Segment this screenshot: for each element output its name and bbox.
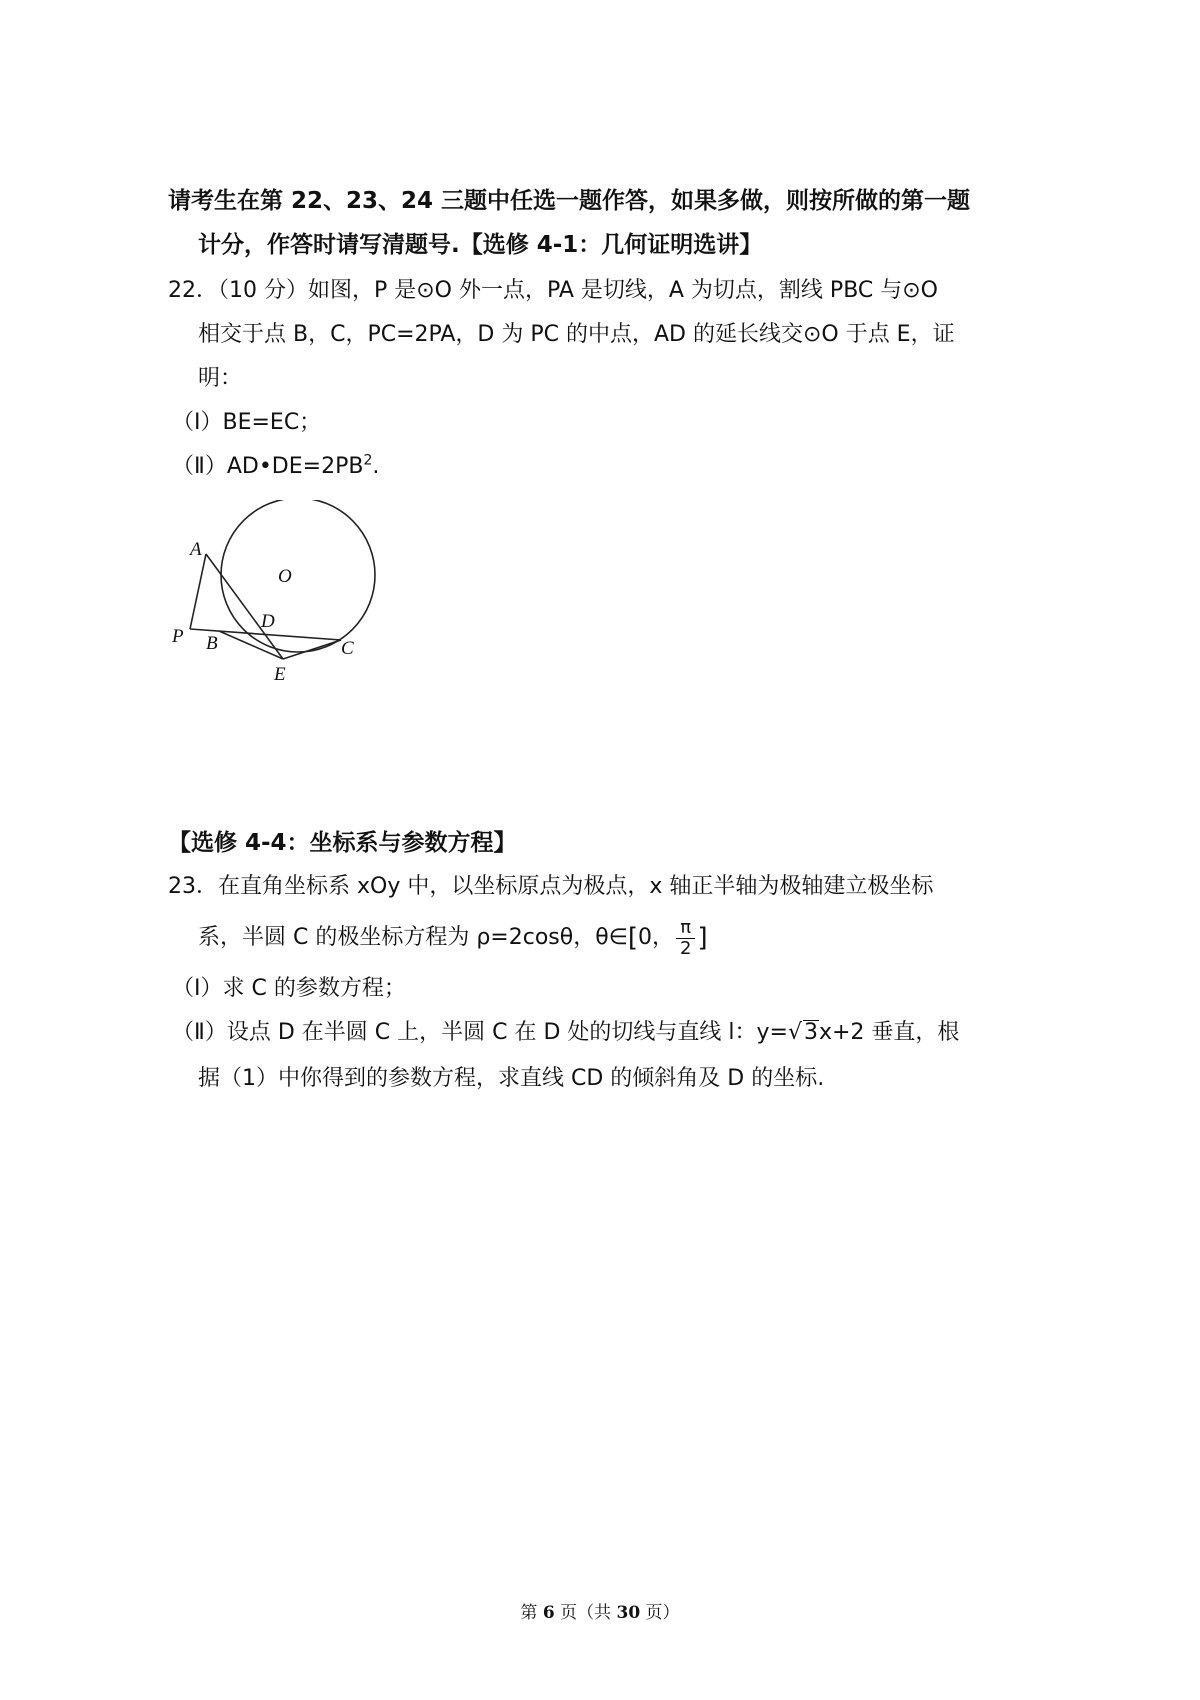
label-p: P: [172, 626, 184, 647]
label-c: C: [341, 638, 354, 659]
q23-line-1: 23．在直角坐标系 xOy 中，以坐标原点为极点，x 轴正半轴为极轴建立极坐标: [168, 874, 934, 899]
label-e: E: [274, 664, 286, 685]
interval-start: 0，: [638, 925, 674, 950]
q22-part-2-period: .: [372, 454, 380, 479]
interval-close-bracket: ]: [697, 923, 708, 953]
q23-part-2: [172, 1018, 959, 1048]
footer-page-number: 6: [542, 1603, 555, 1623]
label-a: A: [190, 539, 202, 560]
q22-part-2-text: （Ⅱ）AD•DE=2PB: [172, 454, 364, 479]
footer-prefix: 第: [520, 1603, 543, 1623]
instruction-line-2: 计分，作答时请写清题号.【选修 4-1：几何证明选讲】: [198, 232, 763, 258]
fraction-numerator: π: [676, 918, 695, 939]
label-b: B: [206, 633, 218, 654]
q23-part-2-text: （Ⅱ）设点 D 在半圆 C 上，半圆 C 在 D 处的切线与直线 l：y=: [172, 1020, 788, 1045]
q23-line-2-text: 系，半圆 C 的极坐标方程为 ρ=2cosθ，θ∈: [198, 925, 628, 950]
instruction-line-1: 请考生在第 22、23、24 三题中任选一题作答，如果多做，则按所做的第一题: [168, 188, 971, 214]
footer-total-pages: 30: [616, 1603, 641, 1623]
q22-part-1: （Ⅰ）BE=EC；: [172, 410, 322, 435]
sqrt-sign: √: [787, 1020, 802, 1045]
q23-part-1: （Ⅰ）求 C 的参数方程；: [172, 976, 406, 1001]
interval-open-bracket: [: [627, 923, 638, 953]
footer-middle: 页（共: [554, 1603, 617, 1623]
q22-line-1: 22．（10 分）如图，P 是⊙O 外一点，PA 是切线，A 为切点，割线 PBC 与⊙O: [168, 278, 939, 303]
q23-part-2-line-2: 据（1）中你得到的参数方程，求直线 CD 的倾斜角及 D 的坐标.: [198, 1066, 825, 1091]
circle-o: [221, 500, 375, 652]
q22-line-2: 相交于点 B，C，PC=2PA，D 为 PC 的中点，AD 的延长线交⊙O 于点 E，证: [198, 322, 955, 347]
section-heading-4-4: 【选修 4-4：坐标系与参数方程】: [168, 830, 517, 856]
fraction-denominator: 2: [680, 937, 692, 959]
q23-line-2: [198, 916, 708, 960]
label-o: O: [278, 566, 292, 587]
geometry-figure: [160, 500, 400, 700]
label-d: D: [261, 611, 275, 632]
pi-over-2-fraction: [676, 918, 695, 959]
q22-part-2-exponent: 2: [363, 452, 373, 469]
sqrt-argument: 3: [803, 1020, 818, 1045]
footer-suffix: 页）: [640, 1603, 680, 1623]
q22-part-2: [172, 452, 379, 482]
q23-part-2-tail: x+2 垂直，根: [818, 1020, 960, 1045]
q22-line-3: 明：: [198, 366, 243, 391]
segment-pa: [190, 554, 206, 629]
page-footer: [0, 1598, 1200, 1623]
segment-ec: [283, 640, 341, 659]
